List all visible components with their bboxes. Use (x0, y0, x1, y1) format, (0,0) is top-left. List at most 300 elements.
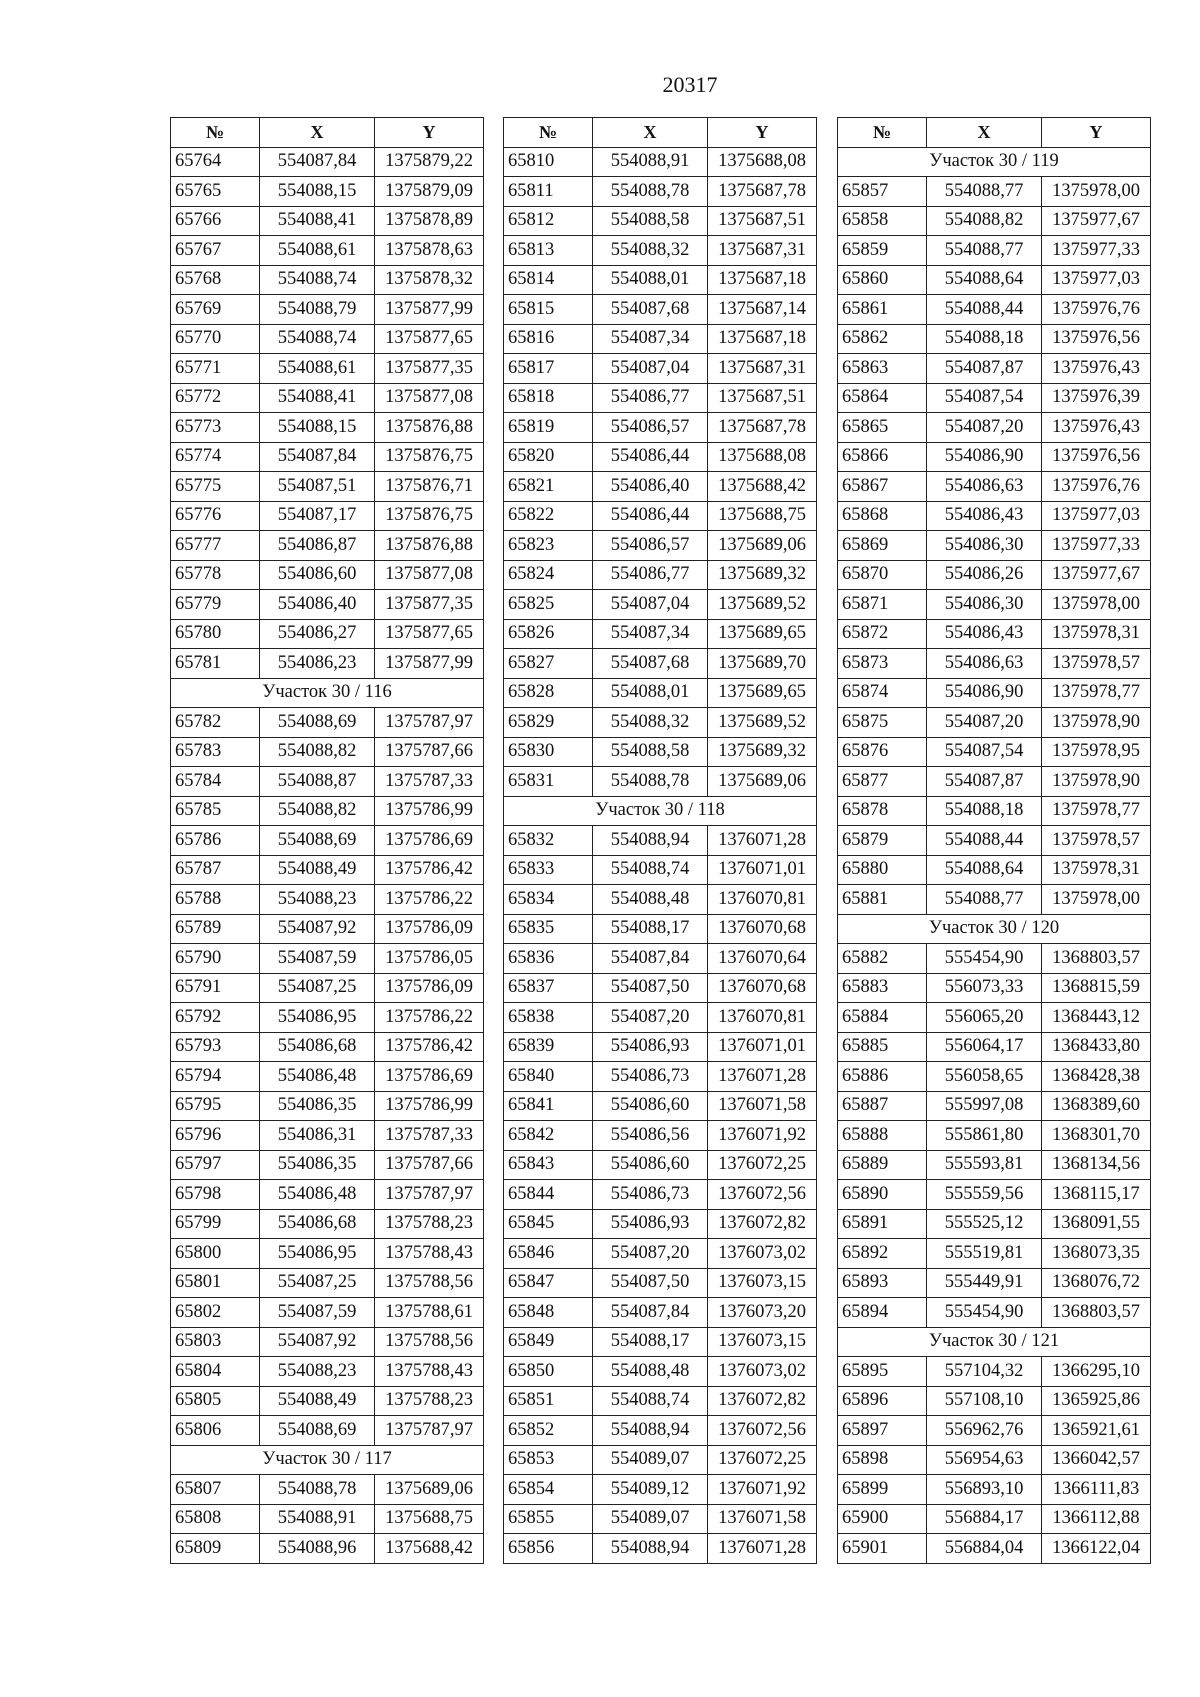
x-coordinate: 554087,50 (593, 973, 708, 1003)
x-coordinate: 554088,41 (260, 206, 375, 236)
y-coordinate: 1375977,33 (1042, 531, 1151, 561)
header-x: X (260, 118, 375, 148)
y-coordinate: 1375876,88 (375, 413, 484, 443)
y-coordinate: 1375976,43 (1042, 413, 1151, 443)
point-number: 65840 (504, 1062, 593, 1092)
x-coordinate: 554087,34 (593, 619, 708, 649)
point-number: 65807 (171, 1475, 260, 1505)
table-row (838, 236, 1151, 266)
table-row (504, 1032, 817, 1062)
y-coordinate: 1375878,89 (375, 206, 484, 236)
table-row (171, 1357, 484, 1387)
y-coordinate: 1375976,76 (1042, 295, 1151, 325)
table-row (838, 383, 1151, 413)
x-coordinate: 555525,12 (927, 1209, 1042, 1239)
x-coordinate: 554088,18 (927, 324, 1042, 354)
x-coordinate: 554087,34 (593, 324, 708, 354)
x-coordinate: 554088,01 (593, 265, 708, 295)
section-title: Участок 30 / 116 (171, 678, 484, 708)
x-coordinate: 554088,17 (593, 914, 708, 944)
point-number: 65778 (171, 560, 260, 590)
x-coordinate: 555861,80 (927, 1121, 1042, 1151)
x-coordinate: 554086,23 (260, 649, 375, 679)
table-row (504, 1239, 817, 1269)
point-number: 65773 (171, 413, 260, 443)
y-coordinate: 1375687,78 (708, 413, 817, 443)
x-coordinate: 554086,43 (927, 619, 1042, 649)
table-row (504, 236, 817, 266)
point-number: 65824 (504, 560, 593, 590)
point-number: 65849 (504, 1327, 593, 1357)
x-coordinate: 554088,49 (260, 1386, 375, 1416)
header-x: X (927, 118, 1042, 148)
point-number: 65817 (504, 354, 593, 384)
x-coordinate: 554088,82 (260, 737, 375, 767)
table-row (504, 531, 817, 561)
point-number: 65808 (171, 1504, 260, 1534)
x-coordinate: 556962,76 (927, 1416, 1042, 1446)
x-coordinate: 554086,40 (260, 590, 375, 620)
table-row (171, 944, 484, 974)
table-row (504, 737, 817, 767)
table-row (171, 413, 484, 443)
table-row (504, 1298, 817, 1328)
x-coordinate: 554088,48 (593, 885, 708, 915)
x-coordinate: 554088,78 (593, 767, 708, 797)
x-coordinate: 554088,49 (260, 855, 375, 885)
y-coordinate: 1368428,38 (1042, 1062, 1151, 1092)
point-number: 65881 (838, 885, 927, 915)
table-row (171, 354, 484, 384)
x-coordinate: 554088,77 (927, 177, 1042, 207)
point-number: 65777 (171, 531, 260, 561)
table-row (171, 767, 484, 797)
x-coordinate: 554086,63 (927, 649, 1042, 679)
point-number: 65895 (838, 1357, 927, 1387)
table-row (171, 1327, 484, 1357)
table-row (838, 177, 1151, 207)
x-coordinate: 554087,20 (927, 413, 1042, 443)
point-number: 65842 (504, 1121, 593, 1151)
header-number: № (171, 118, 260, 148)
point-number: 65897 (838, 1416, 927, 1446)
x-coordinate: 554086,40 (593, 472, 708, 502)
point-number: 65847 (504, 1268, 593, 1298)
point-number: 65796 (171, 1121, 260, 1151)
table-row (838, 1268, 1151, 1298)
table-row (504, 1121, 817, 1151)
table-row (171, 1504, 484, 1534)
table-row (171, 1091, 484, 1121)
y-coordinate: 1375978,57 (1042, 826, 1151, 856)
y-coordinate: 1375978,31 (1042, 619, 1151, 649)
point-number: 65786 (171, 826, 260, 856)
point-number: 65900 (838, 1504, 927, 1534)
y-coordinate: 1375787,97 (375, 1180, 484, 1210)
table-header-row (171, 118, 484, 148)
x-coordinate: 556893,10 (927, 1475, 1042, 1505)
y-coordinate: 1375689,52 (708, 590, 817, 620)
y-coordinate: 1375978,90 (1042, 767, 1151, 797)
x-coordinate: 554086,43 (927, 501, 1042, 531)
table-row (171, 1003, 484, 1033)
x-coordinate: 554088,79 (260, 295, 375, 325)
point-number: 65870 (838, 560, 927, 590)
table-row (504, 767, 817, 797)
x-coordinate: 554087,20 (593, 1003, 708, 1033)
point-number: 65813 (504, 236, 593, 266)
y-coordinate: 1376073,15 (708, 1268, 817, 1298)
table-row (171, 973, 484, 1003)
y-coordinate: 1375786,99 (375, 796, 484, 826)
x-coordinate: 554088,64 (927, 265, 1042, 295)
x-coordinate: 556058,65 (927, 1062, 1042, 1092)
x-coordinate: 554087,68 (593, 649, 708, 679)
table-row (504, 1003, 817, 1033)
point-number: 65839 (504, 1032, 593, 1062)
x-coordinate: 554088,74 (593, 1386, 708, 1416)
y-coordinate: 1365925,86 (1042, 1386, 1151, 1416)
table-row (504, 206, 817, 236)
x-coordinate: 554086,56 (593, 1121, 708, 1151)
table-row (504, 147, 817, 177)
y-coordinate: 1368803,57 (1042, 944, 1151, 974)
x-coordinate: 554087,20 (593, 1239, 708, 1269)
x-coordinate: 554086,44 (593, 501, 708, 531)
point-number: 65776 (171, 501, 260, 531)
point-number: 65846 (504, 1239, 593, 1269)
point-number: 65779 (171, 590, 260, 620)
point-number: 65891 (838, 1209, 927, 1239)
table-row (838, 973, 1151, 1003)
table-row (504, 413, 817, 443)
y-coordinate: 1375688,08 (708, 442, 817, 472)
table-row (171, 914, 484, 944)
y-coordinate: 1375977,67 (1042, 560, 1151, 590)
table-row (504, 944, 817, 974)
x-coordinate: 554086,63 (927, 472, 1042, 502)
x-coordinate: 554087,87 (927, 767, 1042, 797)
table-row (504, 1475, 817, 1505)
table-row (504, 1180, 817, 1210)
table-row (171, 472, 484, 502)
table-row (504, 973, 817, 1003)
x-coordinate: 556064,17 (927, 1032, 1042, 1062)
point-number: 65830 (504, 737, 593, 767)
y-coordinate: 1375788,61 (375, 1298, 484, 1328)
x-coordinate: 554086,68 (260, 1032, 375, 1062)
x-coordinate: 554089,07 (593, 1504, 708, 1534)
point-number: 65811 (504, 177, 593, 207)
point-number: 65853 (504, 1445, 593, 1475)
y-coordinate: 1375788,23 (375, 1386, 484, 1416)
x-coordinate: 554088,32 (593, 236, 708, 266)
table-row (838, 649, 1151, 679)
x-coordinate: 554087,20 (927, 708, 1042, 738)
x-coordinate: 555593,81 (927, 1150, 1042, 1180)
table-row (171, 619, 484, 649)
x-coordinate: 554086,93 (593, 1209, 708, 1239)
point-number: 65806 (171, 1416, 260, 1446)
x-coordinate: 554088,96 (260, 1534, 375, 1564)
y-coordinate: 1368115,17 (1042, 1180, 1151, 1210)
y-coordinate: 1376072,25 (708, 1445, 817, 1475)
x-coordinate: 554087,87 (927, 354, 1042, 384)
table-row (171, 442, 484, 472)
table-row (504, 914, 817, 944)
y-coordinate: 1368443,12 (1042, 1003, 1151, 1033)
table-row (504, 1504, 817, 1534)
x-coordinate: 556073,33 (927, 973, 1042, 1003)
point-number: 65790 (171, 944, 260, 974)
x-coordinate: 554088,94 (593, 826, 708, 856)
point-number: 65851 (504, 1386, 593, 1416)
y-coordinate: 1375689,32 (708, 560, 817, 590)
point-number: 65785 (171, 796, 260, 826)
point-number: 65798 (171, 1180, 260, 1210)
y-coordinate: 1375978,00 (1042, 885, 1151, 915)
table-row (504, 442, 817, 472)
y-coordinate: 1375687,18 (708, 324, 817, 354)
x-coordinate: 554086,26 (927, 560, 1042, 590)
y-coordinate: 1376070,68 (708, 914, 817, 944)
y-coordinate: 1375687,51 (708, 206, 817, 236)
table-row (504, 649, 817, 679)
y-coordinate: 1375786,22 (375, 1003, 484, 1033)
y-coordinate: 1375687,51 (708, 383, 817, 413)
x-coordinate: 554086,95 (260, 1239, 375, 1269)
point-number: 65818 (504, 383, 593, 413)
y-coordinate: 1375877,08 (375, 560, 484, 590)
y-coordinate: 1376072,82 (708, 1386, 817, 1416)
point-number: 65788 (171, 885, 260, 915)
y-coordinate: 1376071,28 (708, 1534, 817, 1564)
table-row (171, 1534, 484, 1564)
table-row (838, 1445, 1151, 1475)
x-coordinate: 554087,84 (260, 147, 375, 177)
x-coordinate: 554087,17 (260, 501, 375, 531)
table-row (838, 590, 1151, 620)
table-row (171, 1298, 484, 1328)
point-number: 65872 (838, 619, 927, 649)
coordinates-table-2 (503, 117, 817, 1564)
x-coordinate: 554087,92 (260, 914, 375, 944)
x-coordinate: 555454,90 (927, 1298, 1042, 1328)
point-number: 65850 (504, 1357, 593, 1387)
table-row (838, 560, 1151, 590)
point-number: 65791 (171, 973, 260, 1003)
point-number: 65887 (838, 1091, 927, 1121)
table-row (838, 1386, 1151, 1416)
table-row (504, 1209, 817, 1239)
point-number: 65865 (838, 413, 927, 443)
y-coordinate: 1375788,43 (375, 1357, 484, 1387)
x-coordinate: 554088,78 (260, 1475, 375, 1505)
table-row (838, 1032, 1151, 1062)
table-row (171, 1386, 484, 1416)
table-row (171, 147, 484, 177)
table-row (838, 1150, 1151, 1180)
point-number: 65831 (504, 767, 593, 797)
y-coordinate: 1375976,76 (1042, 472, 1151, 502)
x-coordinate: 554086,31 (260, 1121, 375, 1151)
table-row (838, 413, 1151, 443)
x-coordinate: 554088,44 (927, 826, 1042, 856)
x-coordinate: 554086,68 (260, 1209, 375, 1239)
table-row (838, 1534, 1151, 1564)
table-row (171, 324, 484, 354)
y-coordinate: 1375786,69 (375, 1062, 484, 1092)
y-coordinate: 1375786,22 (375, 885, 484, 915)
y-coordinate: 1375976,39 (1042, 383, 1151, 413)
table-row (838, 619, 1151, 649)
table-row (838, 708, 1151, 738)
table-row (171, 885, 484, 915)
x-coordinate: 556065,20 (927, 1003, 1042, 1033)
x-coordinate: 554088,74 (593, 855, 708, 885)
y-coordinate: 1375976,43 (1042, 354, 1151, 384)
y-coordinate: 1376073,02 (708, 1357, 817, 1387)
y-coordinate: 1375787,97 (375, 1416, 484, 1446)
x-coordinate: 554086,60 (593, 1091, 708, 1121)
table-row (171, 708, 484, 738)
x-coordinate: 554086,87 (260, 531, 375, 561)
x-coordinate: 554088,74 (260, 265, 375, 295)
y-coordinate: 1375688,75 (375, 1504, 484, 1534)
point-number: 65802 (171, 1298, 260, 1328)
x-coordinate: 556954,63 (927, 1445, 1042, 1475)
x-coordinate: 554086,35 (260, 1091, 375, 1121)
table-row (171, 1121, 484, 1151)
y-coordinate: 1376073,02 (708, 1239, 817, 1269)
point-number: 65861 (838, 295, 927, 325)
y-coordinate: 1375879,09 (375, 177, 484, 207)
point-number: 65835 (504, 914, 593, 944)
page-number: 20317 (662, 72, 718, 97)
point-number: 65859 (838, 236, 927, 266)
table-row (838, 944, 1151, 974)
section-row (171, 678, 484, 708)
y-coordinate: 1376073,15 (708, 1327, 817, 1357)
x-coordinate: 554087,04 (593, 590, 708, 620)
x-coordinate: 554087,59 (260, 1298, 375, 1328)
y-coordinate: 1366295,10 (1042, 1357, 1151, 1387)
y-coordinate: 1376071,58 (708, 1504, 817, 1534)
y-coordinate: 1368076,72 (1042, 1268, 1151, 1298)
x-coordinate: 554088,78 (593, 177, 708, 207)
table-row (838, 324, 1151, 354)
point-number: 65832 (504, 826, 593, 856)
y-coordinate: 1366042,57 (1042, 1445, 1151, 1475)
y-coordinate: 1366112,88 (1042, 1504, 1151, 1534)
x-coordinate: 554087,50 (593, 1268, 708, 1298)
x-coordinate: 554087,51 (260, 472, 375, 502)
y-coordinate: 1375688,42 (708, 472, 817, 502)
table-row (838, 796, 1151, 826)
point-number: 65784 (171, 767, 260, 797)
table-row (504, 826, 817, 856)
x-coordinate: 554088,91 (593, 147, 708, 177)
table-row (838, 354, 1151, 384)
x-coordinate: 554087,25 (260, 973, 375, 1003)
point-number: 65822 (504, 501, 593, 531)
point-number: 65764 (171, 147, 260, 177)
table-row (504, 1357, 817, 1387)
table-row (504, 383, 817, 413)
x-coordinate: 554086,27 (260, 619, 375, 649)
x-coordinate: 554088,94 (593, 1534, 708, 1564)
x-coordinate: 555997,08 (927, 1091, 1042, 1121)
y-coordinate: 1375978,77 (1042, 796, 1151, 826)
table-row (504, 885, 817, 915)
table-row (171, 501, 484, 531)
point-number: 65884 (838, 1003, 927, 1033)
point-number: 65837 (504, 973, 593, 1003)
point-number: 65844 (504, 1180, 593, 1210)
y-coordinate: 1376070,81 (708, 885, 817, 915)
table-row (504, 708, 817, 738)
y-coordinate: 1375877,08 (375, 383, 484, 413)
x-coordinate: 556884,04 (927, 1534, 1042, 1564)
table-row (838, 1003, 1151, 1033)
point-number: 65876 (838, 737, 927, 767)
x-coordinate: 554087,04 (593, 354, 708, 384)
point-number: 65827 (504, 649, 593, 679)
table-row (504, 501, 817, 531)
point-number: 65789 (171, 914, 260, 944)
table-row (838, 1239, 1151, 1269)
x-coordinate: 554088,94 (593, 1416, 708, 1446)
y-coordinate: 1375788,56 (375, 1327, 484, 1357)
point-number: 65803 (171, 1327, 260, 1357)
point-number: 65854 (504, 1475, 593, 1505)
x-coordinate: 554086,77 (593, 383, 708, 413)
point-number: 65769 (171, 295, 260, 325)
point-number: 65819 (504, 413, 593, 443)
table-row (838, 472, 1151, 502)
y-coordinate: 1376071,92 (708, 1475, 817, 1505)
x-coordinate: 554086,57 (593, 413, 708, 443)
table-row (838, 1475, 1151, 1505)
y-coordinate: 1376071,01 (708, 1032, 817, 1062)
point-number: 65838 (504, 1003, 593, 1033)
table-row (838, 1298, 1151, 1328)
y-coordinate: 1375688,75 (708, 501, 817, 531)
point-number: 65863 (838, 354, 927, 384)
table-row (171, 1209, 484, 1239)
point-number: 65898 (838, 1445, 927, 1475)
y-coordinate: 1375876,75 (375, 442, 484, 472)
table-row (838, 1504, 1151, 1534)
x-coordinate: 555559,56 (927, 1180, 1042, 1210)
header-y: Y (708, 118, 817, 148)
y-coordinate: 1375978,95 (1042, 737, 1151, 767)
x-coordinate: 554087,54 (927, 737, 1042, 767)
table-row (838, 1062, 1151, 1092)
x-coordinate: 554086,90 (927, 442, 1042, 472)
point-number: 65775 (171, 472, 260, 502)
table-row (838, 855, 1151, 885)
x-coordinate: 554088,64 (927, 855, 1042, 885)
table-row (171, 177, 484, 207)
y-coordinate: 1368433,80 (1042, 1032, 1151, 1062)
point-number: 65873 (838, 649, 927, 679)
y-coordinate: 1375787,33 (375, 1121, 484, 1151)
x-coordinate: 554088,23 (260, 1357, 375, 1387)
y-coordinate: 1375977,67 (1042, 206, 1151, 236)
table-row (838, 265, 1151, 295)
point-number: 65814 (504, 265, 593, 295)
